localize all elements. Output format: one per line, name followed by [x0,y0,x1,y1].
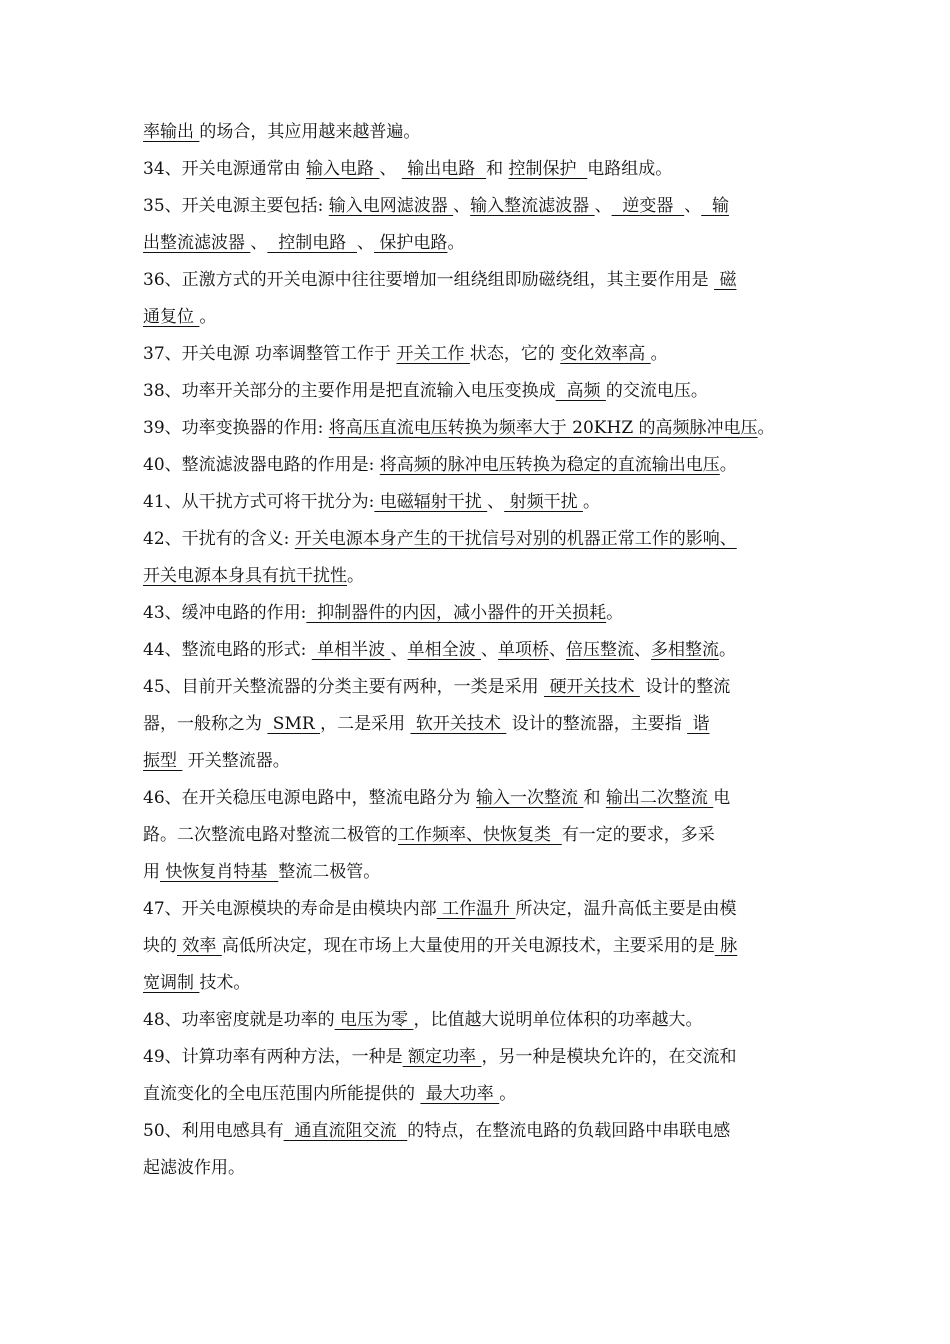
question-text: 、 [594,196,612,216]
question-text: 电路组成。 [587,159,673,179]
answer-blank: 输 [701,196,730,216]
text-line [143,860,380,884]
text-line [143,601,623,625]
text-line [143,1045,736,1069]
text-line [143,157,672,181]
answer-blank: 输入一次整流 [476,788,584,808]
text-line [143,749,290,773]
text-line [143,712,710,736]
question-text: 41、从干扰方式可将干扰分为: [143,492,375,512]
question-text: 、 [548,640,566,660]
question-text: 。 [582,492,600,512]
text-line [143,823,715,847]
answer-blank: 高频 [555,381,606,401]
answer-blank: 振型 [143,751,183,771]
question-text: 47、开关电源模块的寿命是由模块内部 [143,899,437,919]
answer-blank: 通复位 [143,307,200,327]
question-text: 。 [606,603,624,623]
text-line [143,490,600,514]
question-text: 36、正激方式的开关电源中往往要增加一组绕组即励磁绕组，其主要作用是 [143,270,715,290]
answer-blank: 硬开关技术 [544,677,640,697]
text-line [143,231,464,255]
question-text: 、 [487,492,505,512]
answer-blank: 宽调制 [143,973,200,993]
answer-blank: 工作频率、快恢复类 [398,825,562,845]
answer-blank: 效率 [177,936,222,956]
question-text: 。 [718,640,736,660]
answer-blank: 变化效率高 [560,344,651,364]
text-line [143,379,708,403]
text-line [143,120,420,144]
question-text: 、 [250,233,268,253]
text-line [143,268,736,292]
answer-blank: 单相全波 [407,640,481,660]
text-line [143,786,730,810]
question-text: 38、功率开关部分的主要作用是把直流输入电压变换成 [143,381,556,401]
question-text: 。 [650,344,668,364]
text-line [143,342,668,366]
answer-blank: 多相整流 [650,640,719,660]
answer-blank: 最大功率 [420,1084,500,1104]
answer-blank: 额定功率 [402,1047,482,1067]
question-text: ，另一种是模块允许的，在交流和 [481,1047,737,1067]
question-text: 48、功率密度就是功率的 [143,1010,335,1030]
answer-blank: 软开关技术 [410,714,507,734]
answer-blank: 单相半波 [311,640,391,660]
answer-blank: 开关电源本身产生的干扰信号对别的机器正常工作的影响、 [294,529,737,549]
question-text: 35、开关电源主要包括: [143,196,329,216]
answer-blank: 输入整流滤波器 [470,196,595,216]
question-text: 块的 [143,936,177,956]
question-text: 50、利用电感具有 [143,1121,284,1141]
question-text: ，二是采用 [320,714,411,734]
answer-blank: 通直流阻交流 [283,1121,408,1141]
question-text: 39、功率变换器的作用: [143,418,329,438]
answer-blank: 控制电路 [267,233,358,253]
text-line [143,934,737,958]
text-line [143,897,736,921]
question-text: 的特点，在整流电路的负载回路中串联电感 [407,1121,731,1141]
answer-blank: 倍压整流 [565,640,634,660]
question-text: 、 [379,159,402,179]
answer-blank: 快恢复肖特基 [160,862,279,882]
question-text: 所决定，温升高低主要是由模 [515,899,737,919]
answer-blank: 电磁辐射干扰 [374,492,488,512]
text-line [143,305,216,329]
answer-blank: 开关电源本身具有抗干扰性 [143,566,347,586]
answer-blank: 出整流滤波器 [143,233,251,253]
question-text: 有一定的要求，多采 [561,825,715,845]
question-text: 状态，它的 [469,344,561,364]
text-line [143,1156,245,1180]
question-text: 技术。 [199,973,251,993]
question-text: 。 [499,1084,517,1104]
question-text: 电 [713,788,731,808]
question-text: 的交流电压。 [605,381,708,401]
question-text: 路。二次整流电路对整流二极管的 [143,825,398,845]
answer-blank: 逆变器 [611,196,685,216]
text-line [143,1119,730,1143]
question-text: 和 [583,788,606,808]
question-text: 。 [447,233,465,253]
question-text: 46、在开关稳压电源电路中，整流电路分为 [143,788,477,808]
question-text: 整流二极管。 [278,862,381,882]
question-text: ，比值越大说明单位体积的功率越大。 [413,1010,703,1030]
question-text: 37、开关电源 功率调整管工作于 [143,344,397,364]
answer-blank: 输入电路 [306,159,380,179]
question-text: 设计的整流 [639,677,731,697]
question-text: 42、干扰有的含义: [143,529,295,549]
question-text: 设计的整流器，主要指 [506,714,688,734]
answer-blank: 开关工作 [396,344,470,364]
question-text: 。 [757,418,775,438]
question-text: 、 [633,640,651,660]
answer-blank: 输出二次整流 [605,788,714,808]
question-text: 、 [390,640,408,660]
answer-blank: 保护电路 [374,233,448,253]
text-line [143,675,730,699]
question-text: 34、开关电源通常由 [143,159,307,179]
answer-blank: 单项桥 [497,640,549,660]
text-line [143,527,737,551]
question-text: 高低所决定，现在市场上大量使用的开关电源技术，主要采用的是 [221,936,715,956]
text-line [143,416,775,440]
text-line [143,453,737,477]
question-text: 器，一般称之为 [143,714,268,734]
answer-blank: SMR [267,714,321,734]
question-text: 起滤波作用。 [143,1158,245,1178]
question-text: 43、缓冲电路的作用: [143,603,307,623]
answer-blank: 率输出 [143,122,200,142]
question-text: 和 [486,159,509,179]
question-text: 直流变化的全电压范围内所能提供的 [143,1084,421,1104]
text-line [143,1008,702,1032]
question-text: 44、整流电路的形式: [143,640,312,660]
answer-blank: 射频干扰 [504,492,583,512]
answer-blank: 电压为零 [334,1010,414,1030]
answer-blank: 抑制器件的内因，减小器件的开关损耗 [306,603,607,623]
answer-blank: 输入电网滤波器 [328,196,454,216]
answer-blank: 输出电路 [401,159,487,179]
answer-blank: 谐 [687,714,710,734]
answer-blank: 将高频的脉冲电压转换为稳定的直流输出电压 [379,455,720,475]
text-line [143,638,736,662]
text-line [143,1082,516,1106]
text-line [143,564,364,588]
answer-blank: 控制保护 [508,159,588,179]
question-text: 用 [143,862,160,882]
question-text: 、 [684,196,702,216]
question-text: 49、计算功率有两种方法，一种是 [143,1047,403,1067]
text-line [143,971,250,995]
question-text: 40、整流滤波器电路的作用是: [143,455,380,475]
answer-blank: 脉 [714,936,738,956]
question-text: 的场合，其应用越来越普遍。 [199,122,421,142]
question-text: 45、目前开关整流器的分类主要有两种，一类是采用 [143,677,545,697]
question-text: 、 [480,640,498,660]
answer-blank: 将高压直流电压转换为频率大于 20KHZ 的高频脉冲电压 [328,418,758,438]
question-text: 。 [347,566,364,586]
question-text: 、 [357,233,375,253]
answer-blank: 磁 [714,270,737,290]
question-text: 。 [199,307,217,327]
question-text: 、 [453,196,471,216]
question-text: 。 [719,455,737,475]
text-line [143,194,729,218]
question-text: 开关整流器。 [182,751,290,771]
answer-blank: 工作温升 [436,899,516,919]
